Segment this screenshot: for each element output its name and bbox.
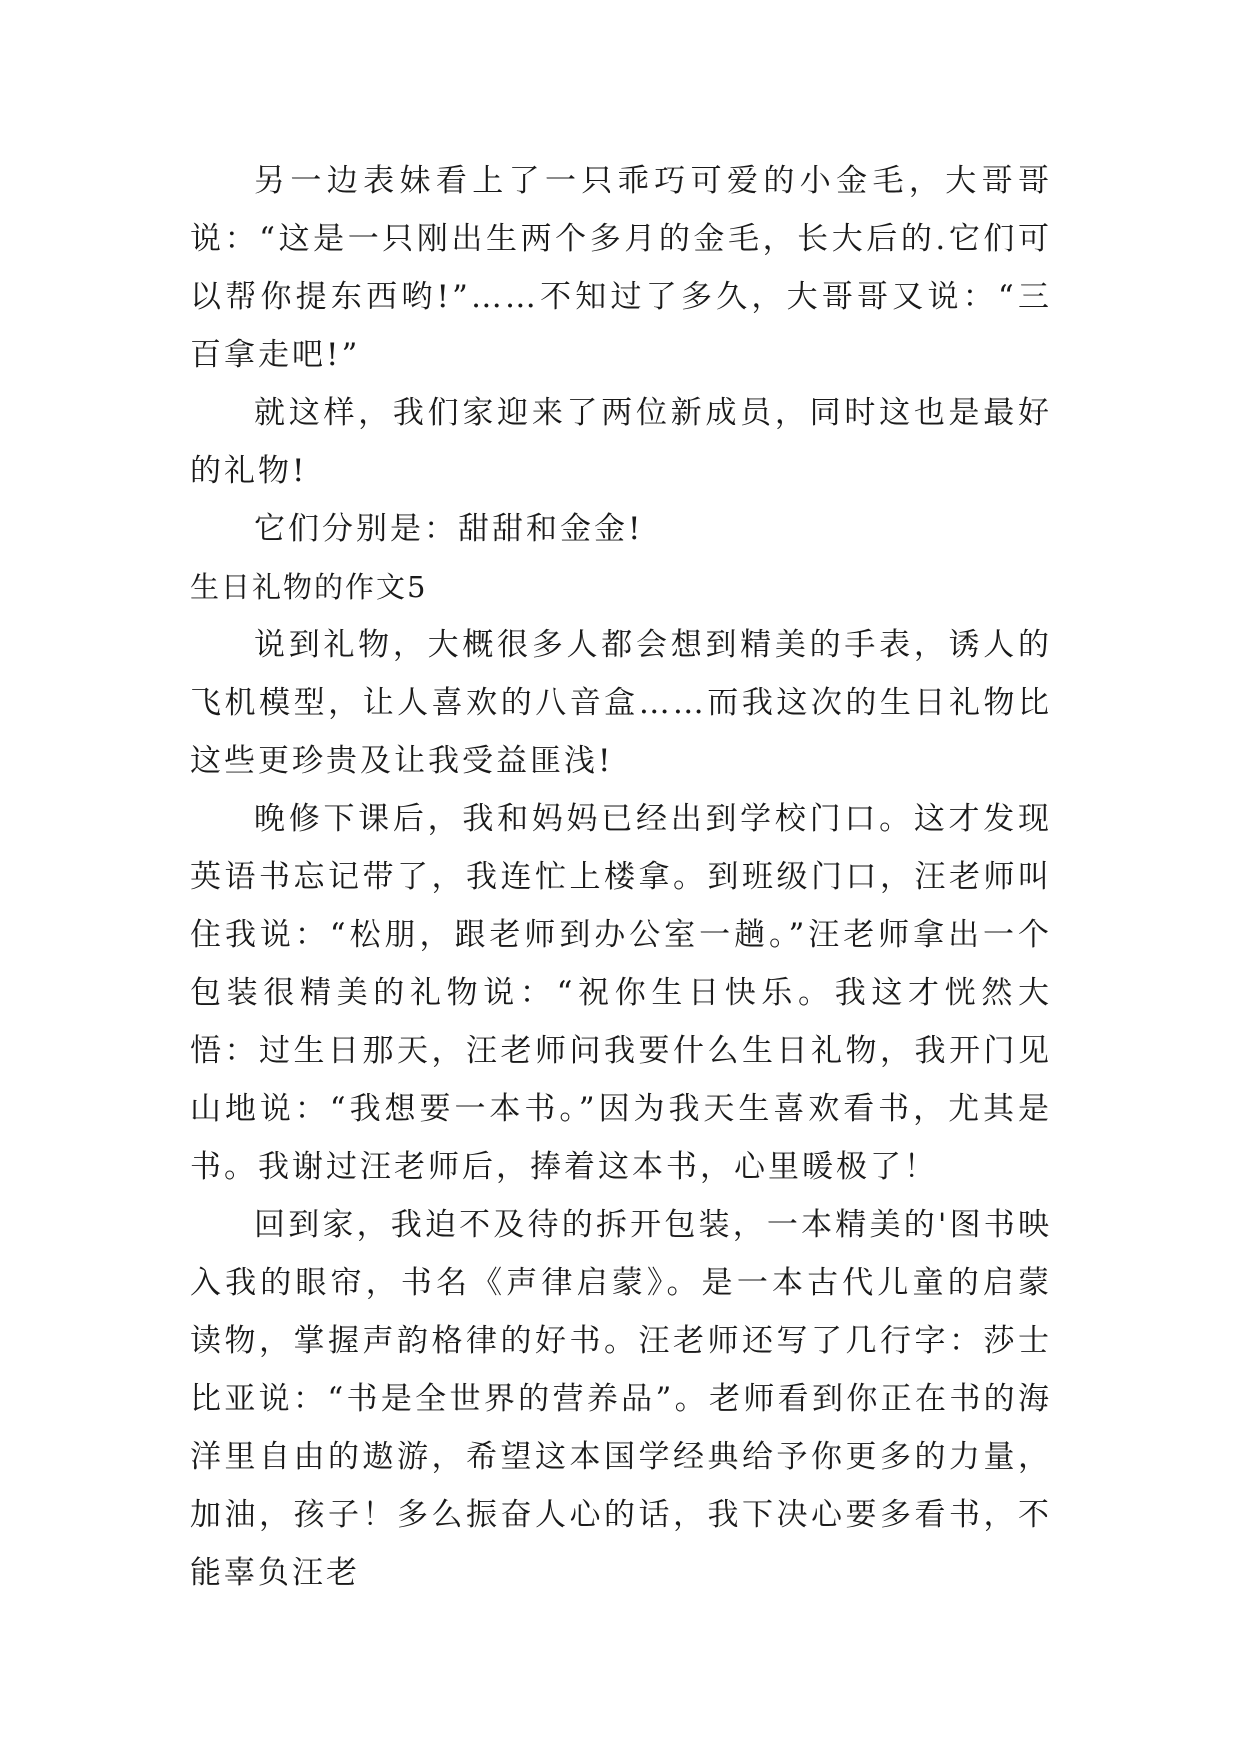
paragraph: 回到家，我迫不及待的拆开包装，一本精美的'图书映入我的眼帘，书名《声律启蒙》。是一本古代儿童的启蒙读物，掌握声韵格律的好书。汪老师还写了几行字：莎士比亚说：“书是全世界的营养品”。老师看到你正在书的海洋里自由的遨游，希望这本国学经典给予你更多的力量，加油，孩子！多么振奋人心的话，我下决心要多看书，不能辜负汪老 xyxy=(190,1207,1052,1591)
paragraph: 另一边表妹看上了一只乖巧可爱的小金毛，大哥哥说：“这是一只刚出生两个多月的金毛，长大后的.它们可以帮你提东西哟!”……不知过了多久，大哥哥又说：“三百拿走吧!” xyxy=(190,163,1052,373)
section-heading: 生日礼物的作文5 xyxy=(190,570,428,604)
paragraph: 晚修下课后，我和妈妈已经出到学校门口。这才发现英语书忘记带了，我连忙上楼拿。到班级门口，汪老师叫住我说：“松朋，跟老师到办公室一趟。”汪老师拿出一个包装很精美的礼物说：“祝你生日快乐。我这才恍然大悟：过生日那天，汪老师问我要什么生日礼物，我开门见山地说：“我想要一本书。”因为我天生喜欢看书，尤其是书。我谢过汪老师后，捧着这本书，心里暖极了！ xyxy=(190,801,1052,1185)
document-page xyxy=(190,152,1052,1602)
paragraph: 它们分别是：甜甜和金金! xyxy=(254,511,644,547)
paragraph: 就这样，我们家迎来了两位新成员，同时这也是最好的礼物! xyxy=(190,395,1052,489)
paragraph: 说到礼物，大概很多人都会想到精美的手表，诱人的飞机模型，让人喜欢的八音盒……而我这次的生日礼物比这些更珍贵及让我受益匪浅! xyxy=(190,627,1052,779)
